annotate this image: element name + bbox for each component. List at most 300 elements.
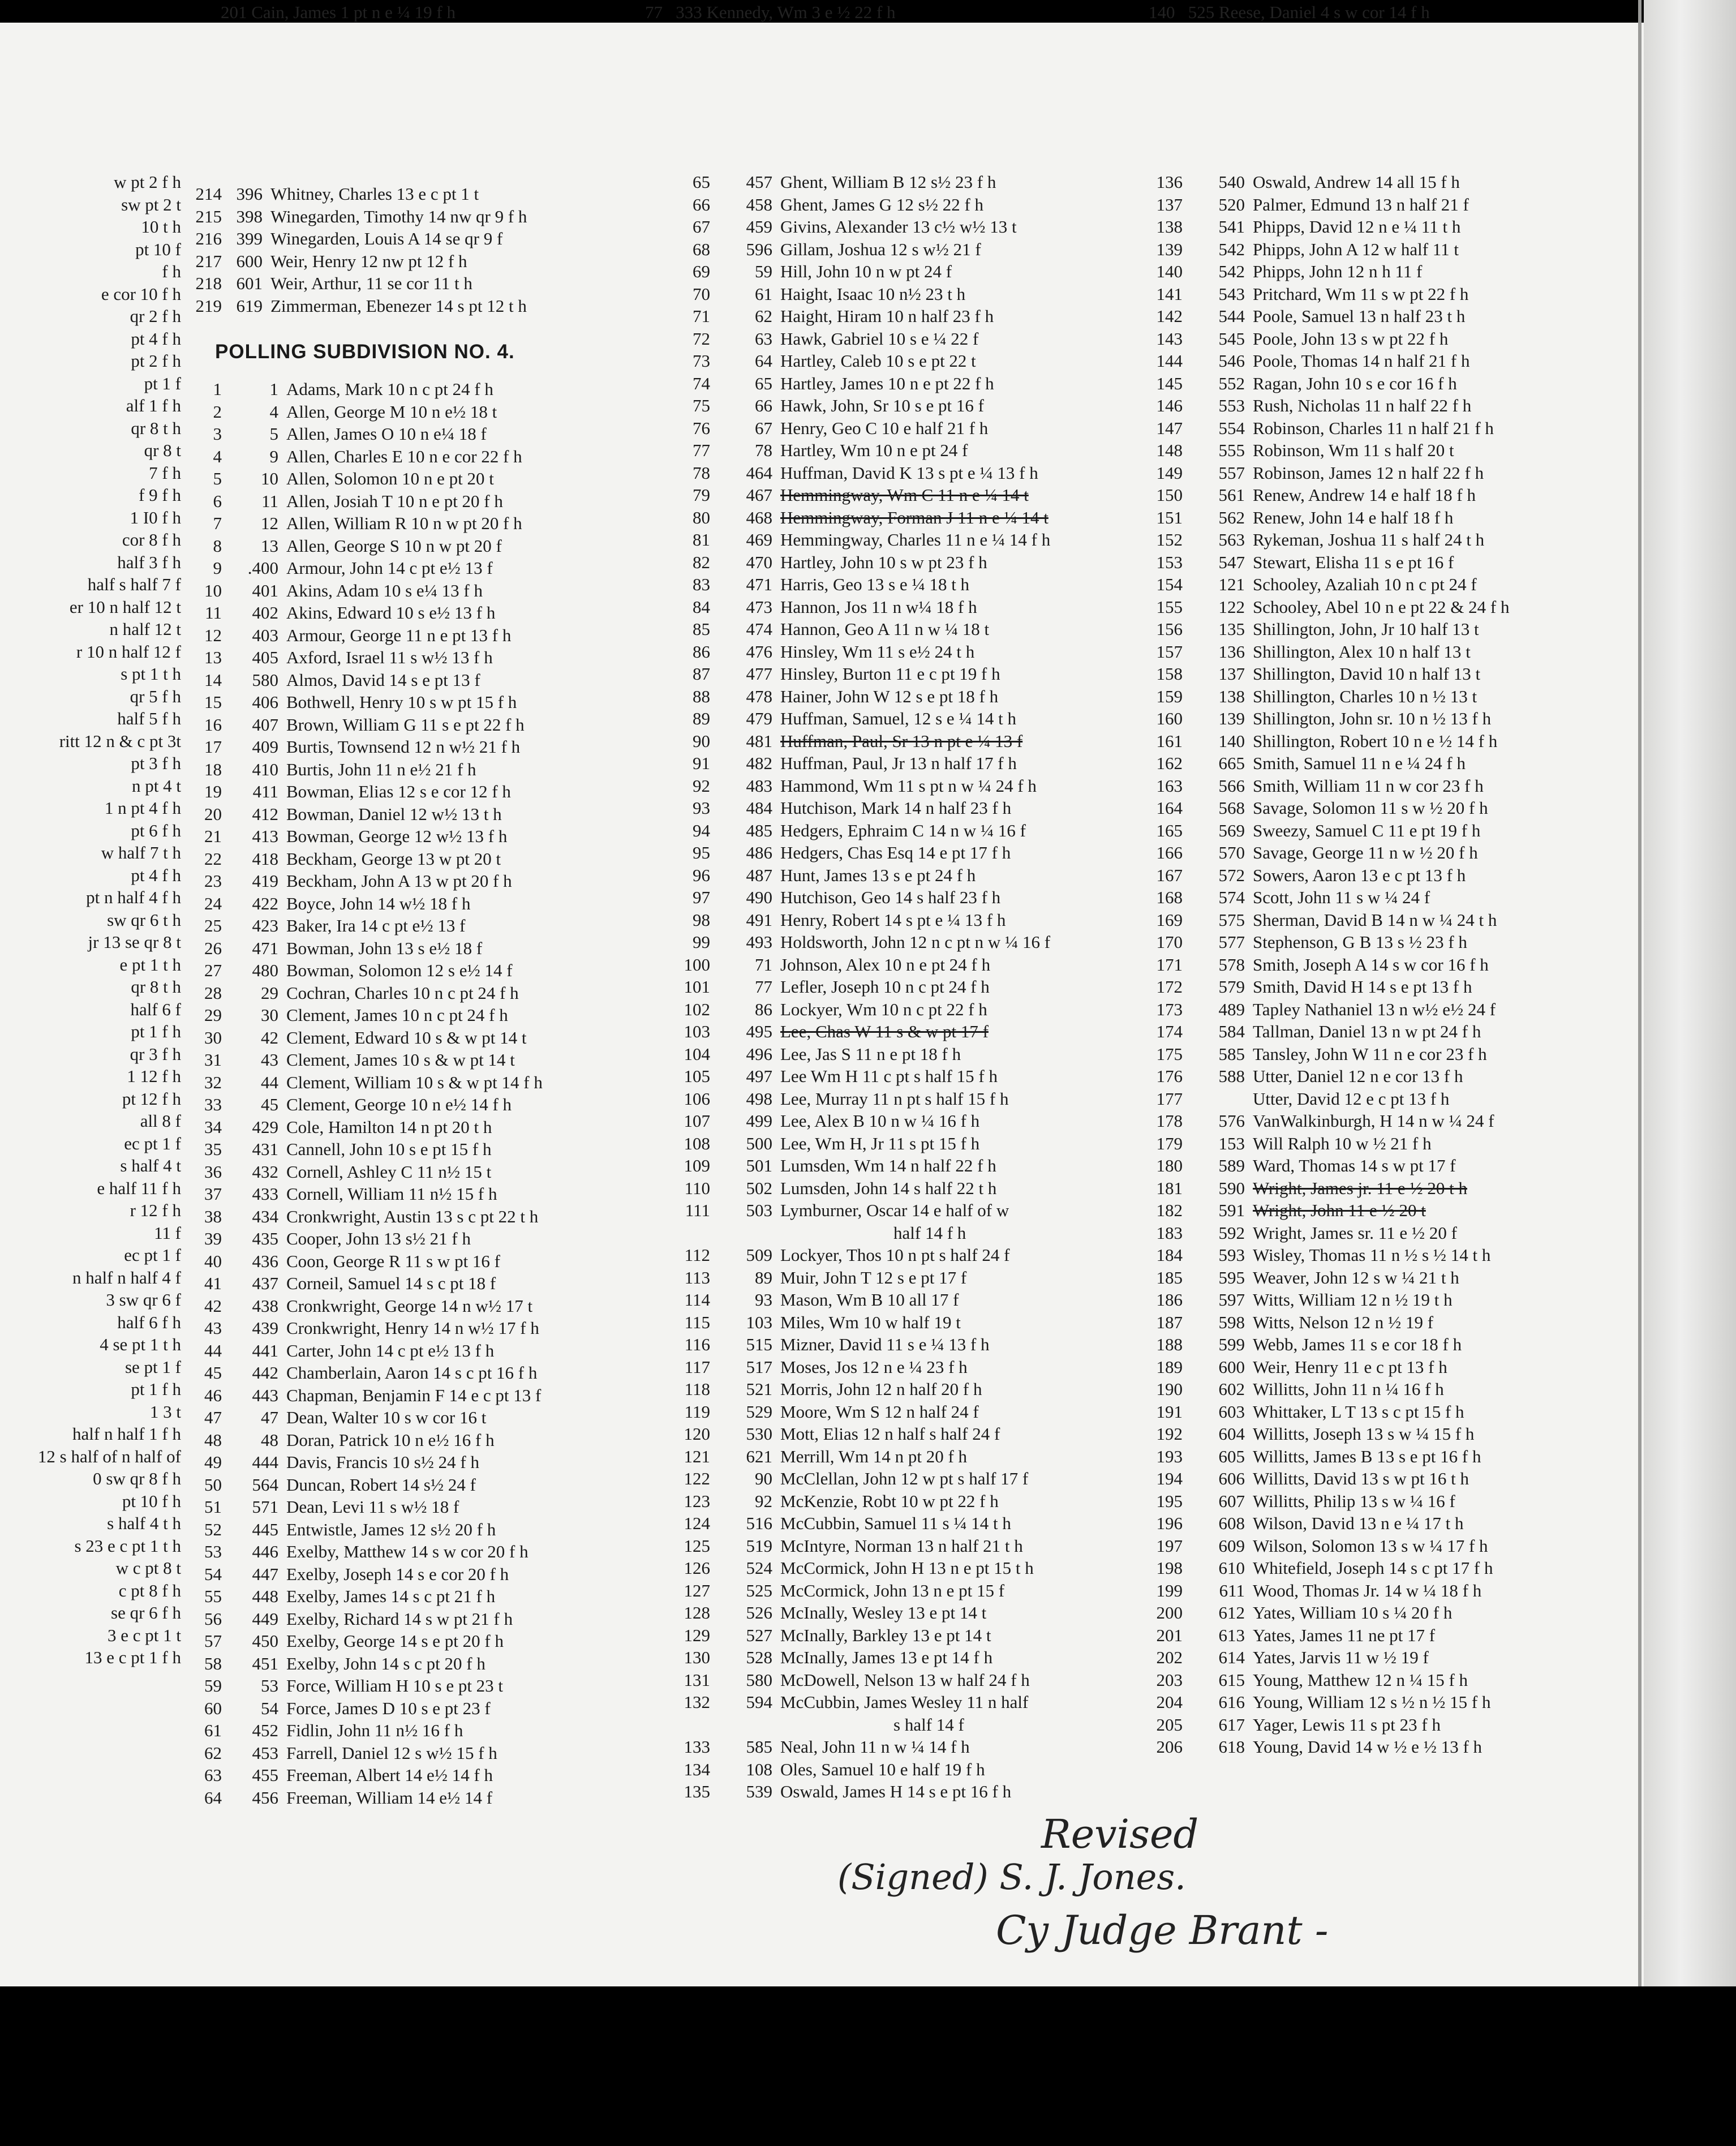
list-item [1143, 551, 1509, 574]
roll-number: 545 [1218, 328, 1245, 349]
entry-number: 164 [1156, 798, 1183, 818]
roll-number: 544 [1218, 306, 1245, 326]
list-item [671, 864, 1050, 887]
list-item [187, 1049, 543, 1071]
entry-number: 159 [1156, 686, 1183, 706]
list-item [1143, 305, 1509, 328]
entry-number: 186 [1156, 1290, 1183, 1310]
entry-text: Hawk, Gabriel 10 s e ¼ 22 f [780, 328, 979, 349]
list-item [1143, 1669, 1509, 1692]
entry-number: 35 [204, 1139, 222, 1159]
entry-text: Whittaker, L T 13 s c pt 15 f h [1253, 1401, 1464, 1422]
list-item [187, 1004, 543, 1027]
entry-text: Burtis, John 11 n e½ 21 f h [286, 759, 476, 779]
entry-text: Allen, George M 10 n e½ 18 t [286, 401, 497, 422]
roll-number: 600 [1218, 1357, 1245, 1377]
roll-number: 399 [236, 229, 263, 248]
entry-number: 146 [1156, 396, 1183, 415]
entry-text: Pritchard, Wm 11 s w pt 22 f h [1253, 284, 1469, 304]
list-item [671, 1602, 1050, 1624]
entry-number: 77 [693, 440, 710, 460]
list-item [1143, 1311, 1509, 1334]
entry-number: 2 [213, 401, 222, 422]
left-fragment: n pt 4 t [132, 775, 181, 796]
roll-number: 554 [1218, 418, 1245, 438]
entry-number: 21 [204, 826, 222, 846]
signature-line-2: (Signed) S. J. Jones. [837, 1856, 1186, 1898]
left-fragment: qr 8 t [144, 440, 181, 460]
roll-number: 63 [755, 328, 772, 349]
entry-text: Sweezy, Samuel C 11 e pt 19 f h [1253, 820, 1481, 840]
entry-text: McDowell, Nelson 13 w half 24 f h [780, 1669, 1030, 1690]
roll-number: 569 [1218, 820, 1245, 840]
roll-number: 543 [1218, 284, 1245, 304]
roll-number: 139 [1218, 709, 1245, 728]
entry-text: Hinsley, Burton 11 e c pt 19 f h [780, 664, 1000, 684]
list-item [187, 1697, 543, 1720]
roll-number: 552 [1218, 373, 1245, 393]
entry-number: 191 [1156, 1401, 1183, 1422]
entry-text: Armour, George 11 n e pt 13 f h [286, 625, 512, 645]
entry-number: 6 [213, 491, 222, 511]
roll-number: 62 [755, 306, 772, 326]
entry-text: Allen, James O 10 n e¼ 18 f [286, 424, 487, 444]
entry-number: 157 [1156, 641, 1183, 662]
roll-number: 555 [1218, 440, 1245, 460]
roll-number: 122 [1218, 596, 1245, 617]
entry-text: Rykeman, Joshua 11 s half 24 t h [1253, 530, 1485, 550]
entry-text: Freeman, William 14 e½ 14 f [286, 1787, 493, 1808]
entry-number: 20 [204, 804, 222, 824]
entry-text: Allen, William R 10 n w pt 20 f h [286, 513, 522, 533]
entry-number: 167 [1156, 865, 1183, 885]
list-item [187, 1340, 543, 1362]
list-item [187, 557, 543, 580]
entry-text: Smith, Joseph A 14 s w cor 16 f h [1253, 954, 1489, 975]
entry-text: Shillington, John, Jr 10 half 13 t [1253, 619, 1479, 639]
entry-number: 184 [1156, 1245, 1183, 1265]
list-item [1143, 372, 1509, 395]
left-fragment: 3 sw qr 6 f [106, 1290, 181, 1310]
roll-number: 435 [252, 1229, 278, 1248]
list-item [187, 535, 543, 557]
roll-number: 11 [261, 491, 278, 511]
entry-number: 59 [204, 1676, 222, 1696]
signature-line-3: Cy Judge Brant - [996, 1907, 1329, 1954]
list-item [1143, 1267, 1509, 1289]
roll-number: 557 [1218, 462, 1245, 483]
list-item [1143, 1512, 1509, 1535]
left-fragment: qr 8 t h [131, 977, 181, 997]
list-item [187, 1474, 543, 1496]
entry-number: 161 [1156, 731, 1183, 751]
roll-number: 612 [1218, 1603, 1245, 1623]
left-fragment: pt 4 f h [131, 328, 181, 349]
list-item [671, 1177, 1050, 1200]
entry-number: 87 [693, 664, 710, 684]
entry-number: 28 [204, 982, 222, 1003]
entry-number: 194 [1156, 1469, 1183, 1488]
entry-text: Dean, Levi 11 s w½ 18 f [286, 1497, 459, 1517]
roll-number: 473 [746, 596, 772, 617]
entry-number: 152 [1156, 530, 1183, 550]
roll-number: 93 [755, 1290, 772, 1310]
entry-number: 47 [204, 1407, 222, 1427]
roll-number: 438 [252, 1295, 278, 1316]
list-item [187, 602, 543, 624]
list-item [187, 1138, 543, 1161]
entry-text: Moore, Wm S 12 n half 24 f [780, 1401, 979, 1422]
entry-number: 43 [204, 1318, 222, 1338]
entry-text: Ghent, William B 12 s½ 23 f h [780, 172, 996, 192]
roll-number: 411 [252, 782, 278, 801]
entry-number: 181 [1156, 1178, 1183, 1198]
left-fragment: cor 8 f h [122, 530, 181, 550]
list-item [187, 669, 543, 692]
entry-number: 83 [693, 574, 710, 594]
section-heading: POLLING SUBDIVISION NO. 4. [215, 341, 515, 363]
list-item [671, 1065, 1050, 1088]
list-item [671, 1445, 1050, 1468]
roll-number: 599 [1218, 1334, 1245, 1354]
list-item [671, 1244, 1050, 1267]
roll-number: 592 [1218, 1222, 1245, 1243]
left-fragment: half 6 f [130, 999, 181, 1019]
left-fragment: e pt 1 t h [119, 954, 181, 975]
entry-number: 44 [204, 1340, 222, 1360]
list-item [671, 507, 1050, 529]
roll-number: 449 [252, 1608, 278, 1629]
entry-text: Hartley, Caleb 10 s e pt 22 t [780, 351, 976, 371]
entry-text: Winegarden, Louis A 14 se qr 9 f [270, 229, 503, 248]
roll-number: 509 [746, 1245, 772, 1265]
list-item [671, 350, 1050, 372]
entry-number: 138 [1156, 217, 1183, 237]
entry-number: 172 [1156, 977, 1183, 997]
list-item [1143, 216, 1509, 238]
list-item [671, 551, 1050, 574]
roll-number: 48 [261, 1430, 278, 1450]
entry-text: Young, Matthew 12 n ¼ 15 f h [1253, 1669, 1468, 1690]
entry-text: Dean, Walter 10 s w cor 16 t [286, 1407, 487, 1427]
list-item [1143, 864, 1509, 887]
roll-number: 407 [252, 714, 278, 735]
entry-number: 188 [1156, 1334, 1183, 1354]
left-fragment: 1 3 t [149, 1401, 181, 1422]
list-item [671, 1267, 1050, 1289]
list-item [1143, 573, 1509, 596]
entry-number: 32 [204, 1072, 222, 1092]
roll-number: 616 [1218, 1692, 1245, 1712]
entry-text: Renew, Andrew 14 e half 18 f h [1253, 485, 1476, 505]
roll-number: 489 [1218, 999, 1245, 1019]
list-item [671, 1356, 1050, 1379]
roll-number: 419 [252, 871, 278, 891]
roll-number: 481 [746, 731, 772, 751]
list-item [187, 1630, 543, 1653]
roll-number: 588 [1218, 1066, 1245, 1086]
roll-number: 137 [1218, 664, 1245, 684]
list-item [671, 1333, 1050, 1356]
left-fragment: n half 12 t [109, 619, 181, 639]
roll-number: 601 [236, 273, 263, 293]
top-fragment: 201 Cain, James 1 pt n e ¼ 19 f h [221, 2, 456, 22]
list-item [187, 1116, 543, 1139]
entry-number: 67 [693, 217, 710, 237]
entry-text: McClellan, John 12 w pt s half 17 f [780, 1469, 1029, 1488]
roll-number: 64 [755, 351, 772, 371]
entry-number: 166 [1156, 843, 1183, 862]
list-item [1143, 1244, 1509, 1267]
roll-number: 452 [252, 1720, 278, 1740]
entry-number: 16 [204, 714, 222, 735]
list-item [671, 1691, 1050, 1714]
list-item [1143, 1467, 1509, 1490]
roll-number: 611 [1219, 1580, 1245, 1600]
list-item [671, 439, 1050, 462]
entry-number: 171 [1156, 954, 1183, 975]
list-item [187, 1250, 543, 1273]
entry-number: 193 [1156, 1446, 1183, 1466]
entry-text: Whitney, Charles 13 e c pt 1 t [270, 184, 479, 204]
roll-number: 467 [746, 485, 772, 505]
roll-number: 471 [252, 938, 278, 958]
list-item [187, 205, 527, 228]
entry-text: Huffman, Paul, Sr 13 n pt e ¼ 13 f [780, 731, 1023, 751]
roll-number: 77 [755, 977, 772, 997]
entry-text: Armour, John 14 c pt e½ 13 f [286, 558, 493, 578]
list-item [187, 758, 543, 781]
list-item [187, 423, 543, 445]
list-item [187, 892, 543, 915]
roll-number: 4 [269, 401, 278, 422]
column-2-list [671, 171, 1050, 1803]
roll-number: 464 [746, 462, 772, 483]
entry-number: 105 [684, 1066, 710, 1086]
left-fragment: qr 3 f h [130, 1044, 181, 1064]
entry-text: Wright, James jr. 11 e ½ 20 t h [1253, 1178, 1468, 1198]
roll-number: 530 [746, 1424, 772, 1444]
entry-text: Wright, John 11 e ½ 20 t [1253, 1200, 1426, 1220]
entry-number: 34 [204, 1117, 222, 1137]
list-item [1143, 1020, 1509, 1043]
list-item [187, 1362, 543, 1384]
list-item [1143, 1065, 1509, 1088]
entry-number: 82 [693, 552, 710, 572]
left-fragment: ec pt 1 f [124, 1245, 181, 1265]
left-fragment: 3 e c pt 1 t [108, 1625, 181, 1645]
entry-number: 115 [684, 1312, 710, 1332]
entry-number: 129 [684, 1625, 710, 1645]
entry-number: 110 [684, 1178, 710, 1198]
roll-number: 453 [252, 1742, 278, 1763]
list-item [187, 1317, 543, 1340]
list-item [187, 378, 543, 401]
roll-number: .400 [247, 558, 278, 578]
left-fragment: qr 2 f h [130, 306, 181, 326]
entry-number: 113 [684, 1267, 710, 1287]
entry-number: 78 [693, 462, 710, 483]
list-item [671, 1154, 1050, 1177]
list-item [671, 1020, 1050, 1043]
entry-text: Schooley, Abel 10 n e pt 22 & 24 f h [1253, 596, 1510, 617]
entry-number: 133 [684, 1737, 710, 1757]
roll-number: 517 [746, 1357, 772, 1377]
list-item [671, 819, 1050, 842]
entry-text: McCormick, John H 13 n e pt 15 t h [780, 1558, 1034, 1578]
roll-number: 138 [1218, 686, 1245, 706]
entry-text: Yager, Lewis 11 s pt 23 f h [1253, 1714, 1441, 1735]
column-1-continued [187, 183, 527, 317]
entry-number: 30 [204, 1027, 222, 1048]
entry-text: Yates, James 11 ne pt 17 f [1253, 1625, 1436, 1645]
list-item [187, 1585, 543, 1608]
list-item [671, 238, 1050, 261]
roll-number: 459 [746, 217, 772, 237]
entry-number: 145 [1156, 373, 1183, 393]
roll-number: 442 [252, 1363, 278, 1383]
column-3-list [1143, 171, 1509, 1758]
list-item [1143, 707, 1509, 730]
entry-text: Smith, Samuel 11 n e ¼ 24 f h [1253, 753, 1466, 773]
list-item [671, 1512, 1050, 1535]
roll-number: 448 [252, 1586, 278, 1606]
entry-number: 107 [684, 1111, 710, 1131]
left-fragment: r 12 f h [130, 1200, 181, 1220]
entry-text: Allen, Josiah T 10 n e pt 20 f h [286, 491, 503, 511]
roll-number: 89 [755, 1267, 772, 1287]
entry-text: Akins, Adam 10 s e¼ 13 f h [286, 580, 483, 600]
entry-text: Willitts, Joseph 13 s w ¼ 15 f h [1253, 1424, 1475, 1444]
roll-number: 90 [755, 1469, 772, 1488]
list-item [187, 848, 543, 870]
entry-number: 192 [1156, 1424, 1183, 1444]
list-item [1143, 1154, 1509, 1177]
list-item [1143, 931, 1509, 954]
entry-text: Will Ralph 10 w ½ 21 f h [1253, 1133, 1432, 1153]
roll-number: 529 [746, 1401, 772, 1422]
roll-number: 520 [1218, 194, 1245, 214]
roll-number: 526 [746, 1603, 772, 1623]
list-item [187, 467, 543, 490]
roll-number: 483 [746, 775, 772, 796]
entry-text: Cronkwright, George 14 n w½ 17 t [286, 1295, 533, 1316]
roll-number: 604 [1218, 1424, 1245, 1444]
entry-number: 197 [1156, 1535, 1183, 1556]
entry-text: Lumsden, John 14 s half 22 t h [780, 1178, 997, 1198]
roll-number: 78 [755, 440, 772, 460]
list-item [1143, 1199, 1509, 1222]
roll-number: 13 [261, 535, 278, 556]
entry-text: Chamberlain, Aaron 14 s c pt 16 f h [286, 1363, 538, 1383]
list-item [1143, 484, 1509, 507]
list-item [1143, 1714, 1509, 1736]
list-item [187, 512, 543, 535]
entry-number: 46 [204, 1385, 222, 1405]
list-item [671, 1311, 1050, 1334]
entry-text: Hartley, John 10 s w pt 23 f h [780, 552, 987, 572]
left-fragment: pt n half 4 f h [86, 887, 181, 907]
list-item [187, 1384, 543, 1407]
roll-number: 444 [252, 1452, 278, 1472]
left-fragment: 7 f h [149, 462, 181, 483]
entry-text: Doran, Patrick 10 n e½ 16 f h [286, 1430, 495, 1450]
entry-number: 72 [693, 328, 710, 349]
left-fragment: pt 1 f h [131, 1022, 181, 1041]
entry-number: 85 [693, 619, 710, 639]
entry-number: 189 [1156, 1357, 1183, 1377]
entry-text: Henry, Robert 14 s pt e ¼ 13 f h [780, 909, 1006, 930]
list-item [1143, 417, 1509, 440]
list-item [671, 462, 1050, 484]
entry-text: Lee, Jas S 11 n e pt 18 f h [780, 1044, 961, 1064]
list-item [1143, 886, 1509, 909]
roll-number: 621 [746, 1446, 772, 1466]
roll-number: 540 [1218, 172, 1245, 192]
roll-number: 446 [252, 1542, 278, 1561]
entry-number: 178 [1156, 1111, 1183, 1131]
entry-number: 170 [1156, 932, 1183, 952]
list-item [187, 1429, 543, 1452]
entry-text: Cole, Hamilton 14 n pt 20 t h [286, 1117, 492, 1137]
entry-number: 24 [204, 893, 222, 913]
roll-number: 71 [755, 954, 772, 975]
entry-text: Lockyer, Thos 10 n pt s half 24 f [780, 1245, 1010, 1265]
top-fragment: 140 525 Reese, Daniel 4 s w cor 14 f h [1149, 2, 1430, 22]
entry-number: 51 [204, 1497, 222, 1517]
entry-number: 37 [204, 1184, 222, 1204]
roll-number: 413 [252, 826, 278, 846]
roll-number: 606 [1218, 1469, 1245, 1488]
entry-text: half 14 f h [893, 1222, 966, 1243]
roll-number: 45 [261, 1095, 278, 1114]
entry-number: 156 [1156, 619, 1183, 639]
entry-text: Exelby, Richard 14 s w pt 21 f h [286, 1608, 513, 1629]
roll-number: 498 [746, 1088, 772, 1109]
list-item [1143, 462, 1509, 484]
roll-number: 474 [746, 619, 772, 639]
list-item [1143, 1378, 1509, 1401]
list-item [671, 618, 1050, 641]
entry-text: Neal, John 11 n w ¼ 14 f h [780, 1737, 970, 1757]
list-item [187, 272, 527, 295]
entry-text: Hedgers, Ephraim C 14 n w ¼ 16 f [780, 820, 1026, 840]
roll-number: 437 [252, 1273, 278, 1293]
list-item [187, 714, 543, 736]
entry-number: 42 [204, 1295, 222, 1316]
list-item [187, 959, 543, 982]
entry-text: Poole, Thomas 14 n half 21 f h [1253, 351, 1470, 371]
entry-number: 128 [684, 1603, 710, 1623]
entry-text: Lee, Wm H, Jr 11 s pt 15 f h [780, 1133, 980, 1153]
list-item [671, 842, 1050, 864]
list-item [187, 1496, 543, 1518]
left-fragment: 1 I0 f h [130, 507, 181, 527]
roll-number: 59 [755, 261, 772, 281]
entry-text: Palmer, Edmund 13 n half 21 f [1253, 194, 1469, 214]
entry-text: Schooley, Azaliah 10 n c pt 24 f [1253, 574, 1477, 594]
entry-text: Stewart, Elisha 11 s e pt 16 f [1253, 552, 1454, 572]
entry-text: Shillington, David 10 n half 13 t [1253, 664, 1481, 684]
roll-number: 607 [1218, 1491, 1245, 1511]
list-item [187, 1406, 543, 1429]
roll-number: 617 [1218, 1714, 1245, 1735]
left-fragment: sw qr 6 t h [107, 909, 181, 930]
list-item [187, 1451, 543, 1474]
roll-number: 609 [1218, 1535, 1245, 1556]
entry-text: Chapman, Benjamin F 14 e c pt 13 f [286, 1385, 542, 1405]
roll-number: 468 [746, 507, 772, 527]
